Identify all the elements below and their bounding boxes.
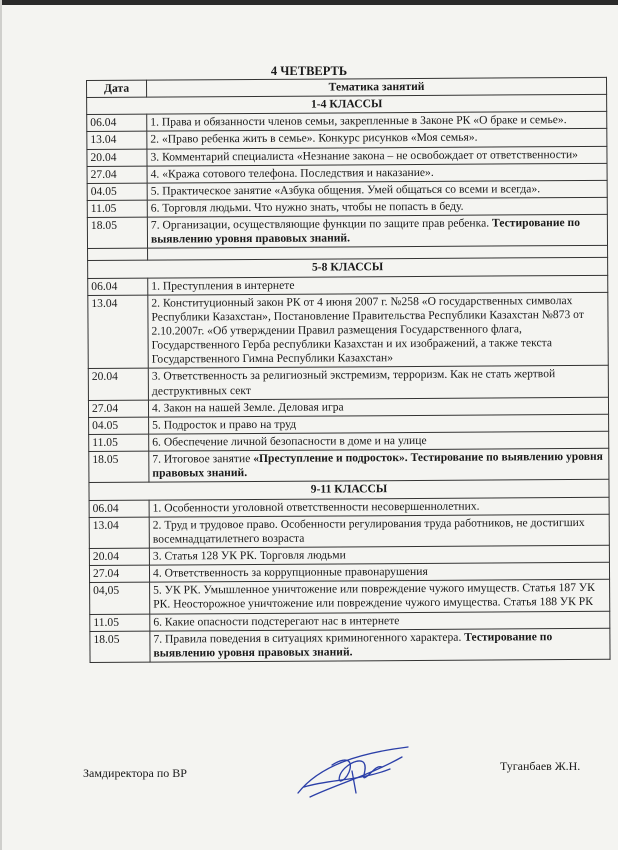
lesson-topic: [147, 214, 607, 248]
lesson-date: 13.04: [89, 517, 149, 549]
lesson-topic-text: 6. Обеспечение личной безопасности в доме и на улице: [152, 433, 427, 449]
lesson-date: 04,05: [90, 582, 150, 614]
lesson-date: 20.04: [88, 369, 148, 401]
section-title: 9-11 КЛАССЫ: [89, 480, 609, 500]
lesson-date: 04.05: [87, 183, 147, 201]
table-row: [89, 514, 609, 548]
lesson-date: 20.04: [87, 149, 147, 167]
column-header-date: Дата: [87, 80, 147, 98]
lesson-topic-text: 3. Статья 128 УК РК. Торговля людьми: [152, 548, 346, 563]
footer-signatory: Туганбаев Ж.Н.: [500, 759, 581, 773]
lesson-topic: [149, 514, 609, 548]
lesson-topic: [150, 628, 610, 662]
lesson-topic-emphasis: Тестирование по выявлению уровня правовых знаний.: [153, 629, 553, 660]
table-row: [88, 366, 608, 400]
lesson-topic: [150, 580, 610, 614]
section-title: 1-4 КЛАССЫ: [87, 94, 607, 114]
lesson-topic-emphasis: Тестирование по выявлению уровня правовых знаний.: [150, 216, 581, 246]
lesson-date: 18.05: [87, 217, 147, 249]
lesson-topic-text: 7. Правила поведения в ситуациях криминогенного характера.: [153, 630, 462, 646]
scan-edge-top: [0, 0, 618, 5]
lesson-date: 18.05: [89, 451, 149, 483]
lesson-date: 06.04: [87, 114, 147, 132]
lesson-date: 11.05: [89, 434, 149, 452]
lesson-date: 11.05: [90, 614, 150, 632]
lesson-topic-text: 7. Организации, осуществляющие функции по защите прав ребенка.: [150, 216, 490, 232]
lesson-date: 13.04: [87, 132, 147, 150]
lesson-topic-text: 4. Закон на нашей Земле. Деловая игра: [151, 400, 344, 415]
lesson-date: 18.05: [90, 631, 150, 663]
lesson-date: 13.04: [88, 295, 148, 369]
lesson-date: 06.04: [88, 278, 148, 296]
lesson-topic-text: 1. Особенности уголовной ответственности несовершеннолетних.: [152, 499, 480, 515]
lesson-date: 04.05: [89, 417, 149, 435]
table-row: [90, 628, 610, 662]
lesson-topic-text: 7. Итоговое занятие: [152, 452, 254, 466]
lesson-date: 20.04: [89, 548, 149, 566]
lesson-date: 11.05: [87, 200, 147, 218]
scan-edge-left: [0, 0, 2, 850]
lesson-date: 06.04: [89, 500, 149, 518]
lesson-topic-text: 4. Ответственность за коррупционные правонарушения: [152, 564, 428, 580]
lesson-date: 27.04: [88, 400, 148, 418]
lesson-topic-text: 1. Преступления в интернете: [151, 278, 295, 293]
footer-position: Замдиректора по ВР: [83, 766, 187, 780]
lesson-topic-text: 4. «Кража сотового телефона. Последствия и наказание».: [150, 165, 434, 181]
lesson-topic-text: 5. Практическое занятие «Азбука общения. Умей общаться со всеми и всегда».: [150, 182, 541, 198]
lesson-topic-text: 5. УК РК. Умышленное уничтожение или повреждение чужого имуществ. Статья 187 УК РК. Неосторожное уничтожение или повреждение чужого имущества. Статья 188 УК РК: [153, 581, 595, 611]
signature-icon: [290, 735, 420, 805]
quarter-title: 4 ЧЕТВЕРТЬ: [270, 64, 348, 78]
column-header-topic: Тематика занятий: [147, 77, 607, 97]
table-row: [90, 580, 610, 614]
section-title: 5-8 КЛАССЫ: [88, 258, 608, 278]
lesson-topic-text: 2. Труд и трудовое право. Особенности регулирования труда работников, не достигших восемнадцатилетнего возраста: [152, 515, 585, 546]
lesson-topic-text: 5. Подросток и право на труд: [152, 417, 297, 432]
lesson-topic: [149, 448, 609, 482]
lesson-topic-text: 6. Какие опасности подстерегают нас в интернете: [153, 613, 400, 629]
lesson-topic-text: 1. Права и обязанности членов семьи, закрепленные в Законе РК «О браке и семье».: [150, 113, 567, 129]
lesson-topic-text: 6. Торговля людьми. Что нужно знать, чтобы не попасть в беду.: [150, 199, 464, 215]
lesson-topic-emphasis: «Преступление и подросток». Тестирование по выявлению уровня правовых знаний.: [152, 449, 603, 480]
lesson-topic-text: 3. Комментарий специалиста «Незнание закона – не освобождает от ответственности»: [150, 147, 579, 164]
table-row: [89, 448, 609, 482]
lesson-topic-text: 3. Ответственность за религиозный экстремизм, терроризм. Как не стать жертвой деструктивных сект: [151, 367, 556, 398]
table-row: [87, 214, 607, 248]
lesson-topic-text: 2. «Право ребенка жить в семье». Конкурс рисунков «Моя семья».: [150, 131, 478, 147]
schedule-body: [87, 94, 610, 662]
table-row: [88, 292, 608, 369]
lesson-topic-text: 2. Конституционный закон РК от 4 июня 2007 г. №258 «О государственных символах Республики Казахстан», Постановление Правительства Республики Казахстан №873 от 2.10.2007г. «Об утверждении Правил размещения Государственного флага, Государственного Герба республики Казахстан и их изображений, а также текста Государственного Гимна Республики Казахстан»: [151, 293, 584, 366]
lesson-date: 27.04: [87, 166, 147, 184]
schedule-table: [86, 77, 611, 663]
lesson-topic: [148, 292, 608, 369]
lesson-date: 27.04: [89, 565, 149, 583]
lesson-topic: [148, 366, 608, 400]
